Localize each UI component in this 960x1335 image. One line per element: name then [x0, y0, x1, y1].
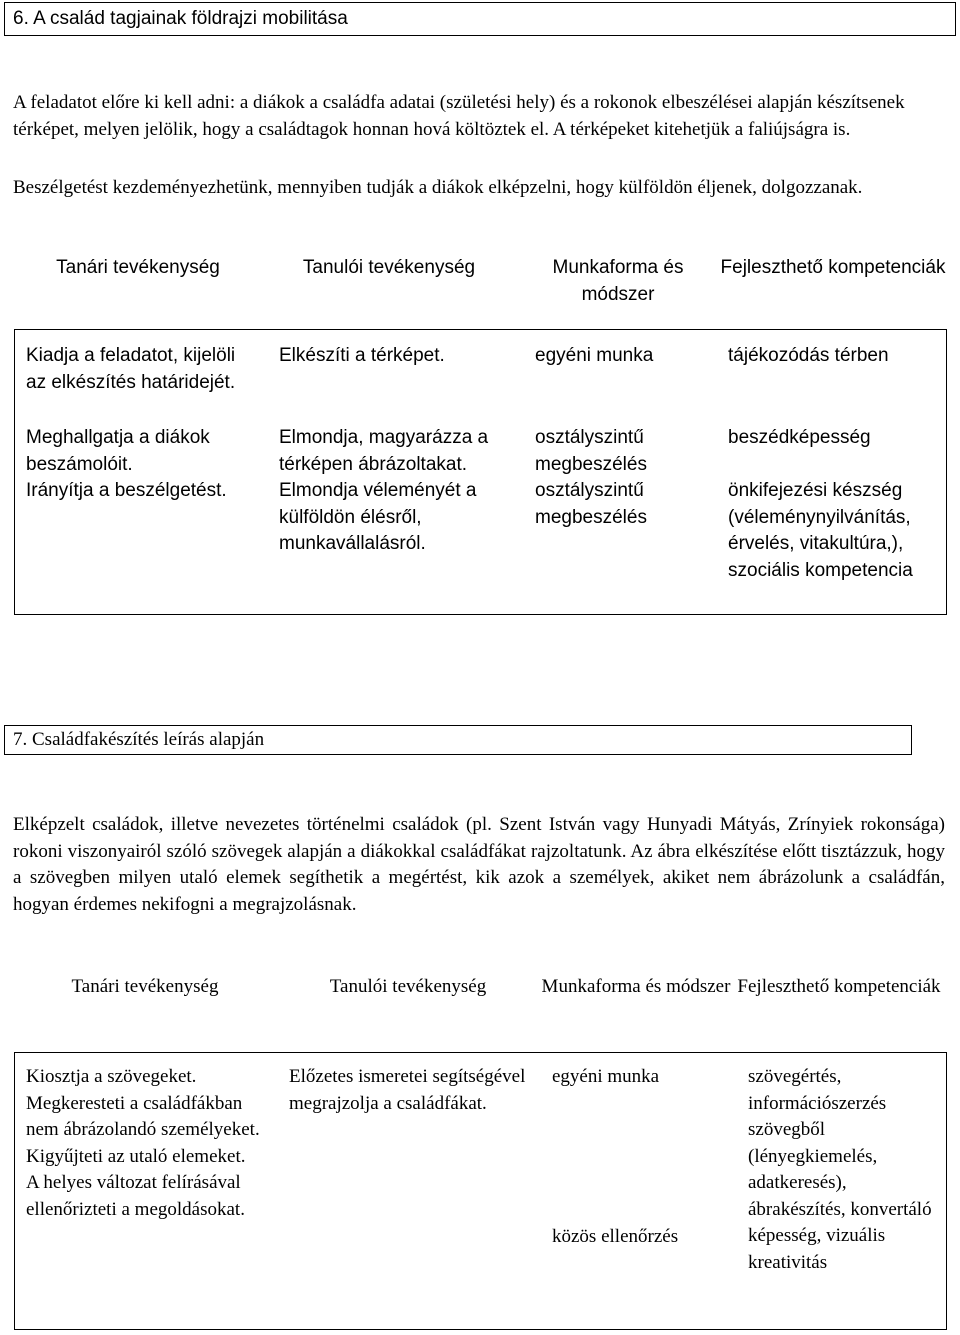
section6-title: 6. A család tagjainak földrajzi mobilitása [4, 2, 956, 36]
section7-intro: Elképzelt családok, illetve nevezetes történelmi családok (pl. Szent István vagy Hunyadi Mátyás, Zrínyiek rokonsága) rokoni viszonyairól szóló szövegek alapján a diákokkal családfákat rajzoltatunk. Az ábra elkészítése előtt tisztázzuk, hogy a szövegben milyen utaló elemek segíthetik a megértést, kik azok a személyek, akiket nem ábrázolunk a családfán, hogyan érdemes nekifogni a megrajzolásnak. [13, 814, 945, 915]
table-row [4, 343, 956, 425]
section7-table-header [14, 974, 946, 1001]
s7-teacher-line: Kiosztja a szövegeket. [26, 1066, 197, 1087]
row1-method: egyéni munka [535, 345, 654, 366]
s7-method-1: egyéni munka [552, 1066, 660, 1087]
table-row [4, 1064, 956, 1304]
row1-teacher: Kiadja a feladatot, kijelöli az elkészítés határidejét. [26, 345, 236, 393]
row3-student: Elmondja véleményét a külföldön élésről, munkavállalásról. [279, 480, 477, 554]
table-row [4, 425, 956, 478]
section7-title: 7. Családfakészítés leírás alapján [4, 725, 912, 755]
row2-competence: beszédképesség [728, 427, 871, 448]
s7-teacher-line: Kigyűjteti az utaló elemeket. [26, 1145, 246, 1167]
section6-intro-2: Beszélgetést kezdeményezhetünk, mennyiben tudják a diákok elképzelni, hogy külföldön éljenek, dolgozzanak. [13, 177, 863, 198]
header-competence: Fejleszthető kompetenciák [737, 976, 941, 997]
header-teacher: Tanári tevékenység [56, 257, 220, 278]
header-competence: Fejleszthető kompetenciák [720, 257, 946, 278]
s7-method [530, 1064, 726, 1304]
s7-student: Előzetes ismeretei segítségével megrajzolja a családfákat. [289, 1066, 526, 1114]
s7-teacher-line: Megkeresteti a családfákban nem ábrázolandó személyeket. [26, 1092, 260, 1140]
row2-student: Elmondja, magyarázza a térképen ábrázoltakat. [279, 427, 489, 475]
row3-method: osztályszintű megbeszélés [535, 480, 647, 528]
header-method: Munkaforma és módszer [541, 976, 731, 997]
row3-teacher: Irányítja a beszélgetést. [26, 480, 227, 501]
row1-competence: tájékozódás térben [728, 345, 889, 366]
s7-competence: szövegértés, információszerzés szövegből (lényegkiemelés, adatkeresés), ábrakészítés, konvertáló képesség, vizuális kreativitás [748, 1066, 932, 1273]
s7-teacher [4, 1064, 267, 1304]
row3-competence: önkifejezési készség (véleménynyilvánítás, érvelés, vitakultúra,), szociális kompetencia [728, 480, 913, 581]
s7-teacher-line: A helyes változat felírásával ellenőrizteti a megoldásokat. [26, 1172, 245, 1220]
row2-teacher: Meghallgatja a diákok beszámolóit. [26, 427, 210, 475]
header-teacher: Tanári tevékenység [71, 976, 219, 997]
header-student: Tanulói tevékenység [329, 976, 487, 997]
table-row [4, 478, 956, 584]
s7-method-2: közös ellenőrzés [552, 1226, 679, 1247]
row2-method: osztályszintű megbeszélés [535, 427, 647, 475]
header-method: Munkaforma és módszer [552, 257, 684, 305]
section6-intro-1: A feladatot előre ki kell adni: a diákok a családfa adatai (születési hely) és a rokonok elbeszélései alapján készítsenek térképet, melyen jelölik, hogy a családtagok honnan hová költöztek el. A térképeket kitehetjük a faliújságra is. [13, 92, 905, 140]
header-student: Tanulói tevékenység [302, 257, 476, 278]
section6-table-header [14, 255, 946, 308]
row1-student: Elkészíti a térképet. [279, 345, 445, 366]
section6-table [4, 343, 956, 584]
section7-table [4, 1064, 956, 1304]
